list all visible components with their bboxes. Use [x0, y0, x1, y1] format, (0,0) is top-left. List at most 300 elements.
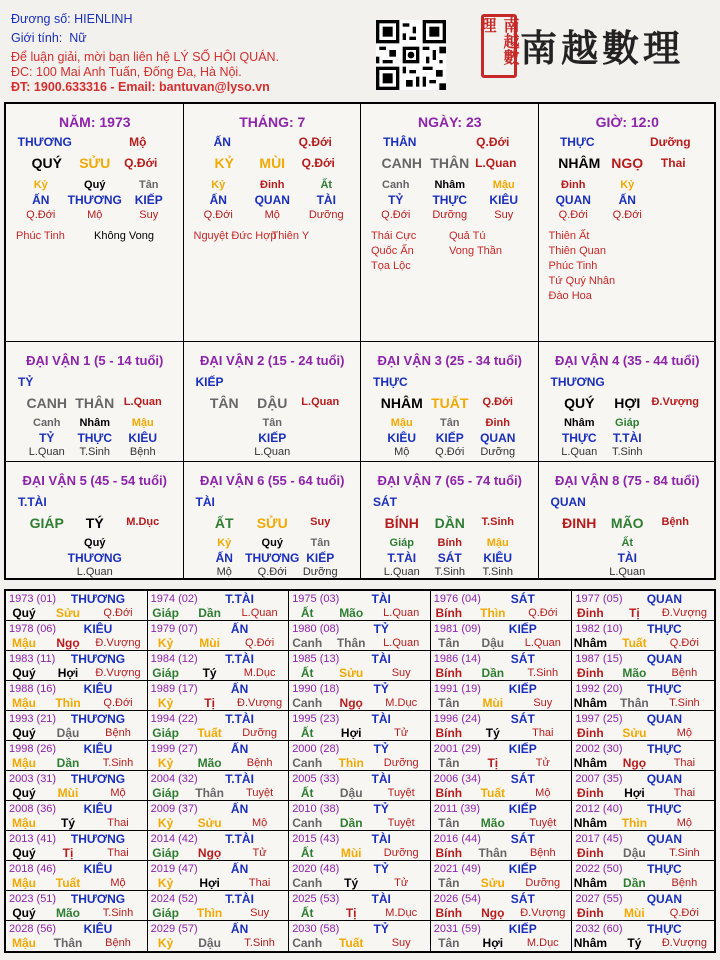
- year-branch: Thân: [195, 786, 224, 800]
- year-label: 1977 (05): [575, 593, 623, 605]
- year-branch: Sửu: [480, 876, 505, 890]
- year-phase: Q.Đới: [669, 907, 699, 919]
- year-label: 1982 (10): [575, 623, 623, 635]
- dai-van-stem: CANH: [26, 395, 67, 411]
- year-branch: Dậu: [198, 936, 221, 950]
- hidden-god: THỰC: [77, 431, 113, 445]
- year-god: KIẾP: [508, 802, 537, 816]
- year-label: 2003 (31): [9, 773, 57, 785]
- stem-phase: Dưỡng: [649, 135, 691, 149]
- year-cell: [572, 831, 714, 861]
- hidden-god: THỰC: [561, 431, 597, 445]
- year-stem: Mậu: [12, 816, 36, 830]
- star-5: Tọa Lộc: [371, 260, 411, 272]
- year-cell: [431, 861, 573, 891]
- year-branch: Sửu: [197, 816, 222, 830]
- year-cell: [572, 681, 714, 711]
- year-god: TỶ: [373, 862, 389, 876]
- year-phase: Thai: [673, 787, 696, 799]
- dai-van-branch: MÃO: [610, 515, 644, 531]
- year-label: 1988 (16): [9, 683, 57, 695]
- year-god: ẤN: [230, 802, 249, 816]
- hidden-stem: Canh: [382, 179, 410, 191]
- year-branch: Mùi: [199, 636, 220, 650]
- year-phase: Mộ: [110, 787, 126, 799]
- year-label: 2025 (53): [292, 893, 340, 905]
- year-stem: Canh: [292, 936, 323, 950]
- year-god: TÀI: [371, 832, 391, 846]
- year-phase: Thai: [107, 847, 129, 859]
- year-branch: Thìn: [55, 696, 81, 710]
- year-stem: Mậu: [12, 636, 36, 650]
- hidden-god: QUAN: [254, 193, 290, 207]
- year-cell: [148, 921, 290, 951]
- year-phase: Q.Đới: [528, 607, 558, 619]
- year-stem: Đinh: [577, 726, 604, 740]
- dai-van-phase: L.Quan: [123, 396, 162, 408]
- year-god: T.TÀI: [225, 892, 254, 906]
- branch-phase: L.Quan: [475, 156, 517, 170]
- year-branch: Mùi: [482, 696, 504, 710]
- year-cell: [148, 771, 290, 801]
- year-phase: Mộ: [535, 787, 551, 799]
- year-stem: Ất: [300, 606, 314, 620]
- year-phase: Đ.Vượng: [661, 607, 707, 619]
- year-branch: Sửu: [55, 606, 81, 620]
- year-label: 1978 (06): [9, 623, 57, 635]
- hidden-phase: Bệnh: [129, 446, 156, 458]
- hidden-god: KIÊU: [483, 551, 513, 565]
- year-stem: Canh: [292, 816, 323, 830]
- hidden-god: KIÊU: [387, 431, 417, 445]
- year-cell: [6, 591, 148, 621]
- year-label: 1993 (21): [9, 713, 57, 725]
- year-phase: Tuyệt: [529, 817, 557, 829]
- year-cell: [6, 651, 148, 681]
- year-cell: [148, 861, 290, 891]
- hidden-god: SÁT: [437, 551, 462, 565]
- year-god: T.TÀI: [225, 712, 254, 726]
- year-branch: Thìn: [621, 816, 648, 830]
- hidden-stem: Bính: [437, 537, 462, 549]
- pillar-3: [361, 104, 539, 342]
- stem-god: THƯƠNG: [17, 135, 72, 149]
- year-phase: Bệnh: [671, 877, 698, 889]
- year-label: 2006 (34): [433, 773, 481, 785]
- dai-van-god: THƯƠNG: [550, 375, 605, 389]
- hidden-phase: L.Quan: [28, 446, 65, 458]
- star-1: Thiên Ất: [548, 230, 590, 242]
- year-god: KIẾP: [508, 682, 537, 696]
- year-stem: Bính: [435, 906, 463, 920]
- year-god: T.TÀI: [225, 652, 254, 666]
- year-branch: Tý: [202, 666, 217, 680]
- year-label: 1975 (03): [292, 593, 340, 605]
- year-god: QUAN: [646, 892, 683, 906]
- year-cell: [148, 621, 290, 651]
- earthly-branch: THÂN: [430, 155, 470, 171]
- year-phase: T.Sinh: [102, 757, 134, 769]
- year-label: 2005 (33): [292, 773, 340, 785]
- year-label: 1997 (25): [575, 713, 623, 725]
- dai-van-title: ĐẠI VẬN 6 (55 - 64 tuổi): [200, 473, 345, 488]
- year-phase: Suy: [391, 937, 411, 949]
- year-label: 2020 (48): [292, 863, 340, 875]
- year-branch: Tuất: [197, 726, 222, 740]
- year-phase: Q.Đới: [669, 637, 699, 649]
- year-branch: Tị: [62, 846, 74, 860]
- hidden-god: ẤN: [618, 193, 636, 207]
- dai-van-phase: Đ.Vượng: [651, 396, 700, 408]
- year-label: 2030 (58): [292, 923, 340, 935]
- star-4: Vong Thần: [449, 245, 503, 257]
- hidden-god: TÀI: [316, 193, 336, 207]
- year-god: TÀI: [371, 772, 391, 786]
- year-stem: Kỷ: [157, 816, 174, 830]
- year-cell: [148, 801, 290, 831]
- dai-van-title: ĐẠI VẬN 4 (35 - 44 tuổi): [555, 353, 700, 368]
- year-branch: Dần: [198, 606, 221, 620]
- year-label: 1996 (24): [433, 713, 481, 725]
- year-stem: Quý: [12, 726, 36, 740]
- star-2: Không Vong: [94, 230, 154, 242]
- hidden-stem: Giáp: [615, 417, 640, 429]
- year-stem: Nhâm: [573, 636, 608, 650]
- dai-van-branch: DẦN: [434, 515, 465, 531]
- branch-phase: Q.Đới: [301, 156, 335, 170]
- year-branch: Mão: [197, 756, 222, 770]
- year-stem: Đinh: [577, 906, 604, 920]
- year-cell: [289, 621, 431, 651]
- year-cell: [431, 621, 573, 651]
- year-label: 2002 (30): [575, 743, 623, 755]
- year-branch: Hợi: [482, 936, 504, 950]
- year-cell: [148, 831, 290, 861]
- hidden-phase: L.Quan: [254, 446, 291, 458]
- year-label: 1986 (14): [433, 653, 481, 665]
- year-god: SÁT: [510, 652, 535, 666]
- year-label: 1992 (20): [575, 683, 623, 695]
- year-stem: Quý: [12, 666, 36, 680]
- year-stem: Mậu: [12, 876, 36, 890]
- hidden-god: TÀI: [617, 551, 637, 565]
- year-label: 1994 (22): [150, 713, 198, 725]
- year-cell: [6, 681, 148, 711]
- year-cell: [431, 681, 573, 711]
- hidden-phase: L.Quan: [383, 566, 420, 578]
- year-god: ẤN: [230, 682, 249, 696]
- year-cell: [572, 741, 714, 771]
- year-branch: Tị: [629, 606, 640, 620]
- year-phase: Tử: [394, 877, 409, 889]
- year-branch: Mùi: [57, 786, 79, 800]
- year-label: 2017 (45): [575, 833, 623, 845]
- year-branch: Sửu: [622, 726, 647, 740]
- earthly-branch: SỬU: [79, 155, 111, 171]
- year-stem: Đinh: [577, 606, 604, 620]
- year-phase: Bệnh: [105, 937, 131, 949]
- year-cell: [289, 651, 431, 681]
- year-branch: Ngọ: [481, 906, 505, 920]
- branch-phase: Q.Đới: [124, 156, 158, 170]
- year-cell: [289, 801, 431, 831]
- year-cell: [6, 771, 148, 801]
- year-branch: Dậu: [623, 846, 646, 860]
- year-stem: Kỷ: [157, 756, 174, 770]
- year-label: 2011 (39): [433, 803, 481, 815]
- year-label: 2004 (32): [150, 773, 198, 785]
- year-god: ẤN: [230, 922, 249, 936]
- year-branch: Dậu: [481, 636, 505, 650]
- pillar-title: GIỜ: 12:0: [595, 114, 659, 130]
- year-label: 2007 (35): [575, 773, 623, 785]
- hidden-stem: Mậu: [390, 417, 413, 429]
- star-1: Thái Cực: [371, 230, 417, 242]
- year-god: SÁT: [510, 832, 535, 846]
- year-stem: Quý: [12, 846, 36, 860]
- year-phase: Đ.Vượng: [661, 937, 707, 949]
- year-phase: Dưỡng: [525, 877, 561, 889]
- seal-stamp-icon: 南越數理: [481, 14, 517, 78]
- contact-intro: Để luận giải, mời bạn liên hệ LÝ SỐ HỘI QUÁN.: [11, 50, 280, 64]
- year-phase: L.Quan: [524, 637, 561, 649]
- year-cell: [148, 591, 290, 621]
- year-label: 1981 (09): [433, 623, 481, 635]
- year-phase: T.Sinh: [527, 667, 559, 679]
- dai-van-god: SÁT: [373, 495, 397, 509]
- hidden-god: KIẾP: [306, 551, 335, 565]
- year-label: 1987 (15): [575, 653, 623, 665]
- year-god: THỰC: [647, 802, 682, 816]
- hidden-stem: Quý: [84, 537, 106, 549]
- hidden-stem: Tân: [439, 417, 460, 429]
- dai-van-stem: ẤT: [214, 515, 234, 531]
- dai-van-branch: DẬU: [257, 395, 288, 411]
- year-branch: Thìn: [196, 906, 223, 920]
- year-branch: Tuất: [622, 636, 647, 650]
- hidden-phase: L.Quan: [609, 566, 646, 578]
- hidden-phase: Q.Đới: [558, 209, 588, 221]
- hidden-god: THƯƠNG: [67, 193, 122, 207]
- qr-code-icon: [376, 20, 446, 90]
- year-phase: Tuyệt: [246, 787, 274, 799]
- year-cell: [289, 771, 431, 801]
- year-branch: Mùi: [340, 846, 362, 860]
- hidden-god: THỰC: [432, 193, 468, 207]
- star-1: Nguyệt Đức Hợp: [193, 230, 277, 242]
- year-phase: Suy: [533, 697, 553, 709]
- dai-van-branch: SỬU: [256, 515, 288, 531]
- year-phase: Q.Đới: [103, 697, 133, 709]
- year-branch: Tý: [627, 936, 642, 950]
- year-branch: Tị: [204, 696, 215, 710]
- heavenly-stem: CANH: [381, 155, 422, 171]
- year-phase: M.Dục: [243, 667, 276, 679]
- year-phase: Mộ: [251, 817, 268, 829]
- year-phase: Dưỡng: [383, 847, 419, 859]
- year-phase: T.Sinh: [102, 907, 134, 919]
- year-god: KIẾP: [508, 742, 537, 756]
- year-branch: Hợi: [340, 726, 362, 740]
- year-stem: Bính: [435, 726, 463, 740]
- year-stem: Bính: [435, 606, 463, 620]
- year-cell: [289, 711, 431, 741]
- year-cell: [6, 891, 148, 921]
- year-cell: [6, 861, 148, 891]
- year-phase: Thai: [532, 727, 554, 739]
- hidden-phase: L.Quan: [76, 566, 113, 578]
- year-cell: [572, 861, 714, 891]
- year-label: 2019 (47): [150, 863, 198, 875]
- year-cell: [431, 591, 573, 621]
- hidden-phase: Mộ: [264, 209, 280, 221]
- year-cell: [572, 801, 714, 831]
- year-god: QUAN: [646, 832, 683, 846]
- year-god: KIÊU: [83, 682, 113, 696]
- year-phase: Thai: [248, 877, 271, 889]
- year-label: 2028 (56): [9, 923, 57, 935]
- stem-god: ẤN: [213, 135, 231, 149]
- hidden-stem: Đinh: [485, 417, 510, 429]
- year-god: SÁT: [510, 712, 535, 726]
- year-stem: Giáp: [152, 666, 179, 680]
- hidden-phase: Q.Đới: [381, 209, 411, 221]
- year-god: THƯƠNG: [70, 592, 126, 606]
- year-god: TÀI: [371, 652, 391, 666]
- year-phase: T.Sinh: [669, 697, 700, 709]
- year-branch: Thân: [53, 936, 83, 950]
- year-stem: Nhâm: [573, 756, 608, 770]
- hidden-phase: Mộ: [394, 446, 410, 458]
- year-cell: [289, 861, 431, 891]
- year-stem: Giáp: [152, 846, 179, 860]
- dai-van-god: KIẾP: [195, 375, 224, 389]
- hidden-god: ẤN: [32, 193, 50, 207]
- year-god: QUAN: [646, 712, 683, 726]
- year-phase: L.Quan: [383, 637, 420, 649]
- year-god: THỰC: [647, 922, 682, 936]
- pillar-title: THÁNG: 7: [239, 114, 306, 130]
- year-god: TỶ: [373, 802, 389, 816]
- year-label: 2031 (59): [433, 923, 481, 935]
- year-label: 2013 (41): [9, 833, 57, 845]
- hidden-stem: Ất: [320, 179, 333, 191]
- hidden-stem: Mậu: [492, 179, 515, 191]
- hidden-stem: Mậu: [486, 537, 509, 549]
- dai-van-phase: Q.Đới: [482, 396, 513, 408]
- hidden-god: T.TÀI: [612, 431, 642, 445]
- year-stem: Kỷ: [157, 636, 174, 650]
- year-branch: Ngọ: [197, 846, 222, 860]
- year-phase: Mộ: [676, 727, 693, 739]
- hidden-stem: Mậu: [131, 417, 154, 429]
- hidden-stem: Đinh: [260, 179, 285, 191]
- year-stem: Ất: [300, 906, 314, 920]
- year-label: 1974 (02): [150, 593, 198, 605]
- year-stem: Mậu: [12, 756, 36, 770]
- year-branch: Dậu: [339, 786, 363, 800]
- dai-van-branch: HỢI: [614, 395, 641, 411]
- year-cell: [289, 831, 431, 861]
- hidden-god: T.TÀI: [387, 551, 417, 565]
- hidden-god: ẤN: [209, 193, 227, 207]
- year-god: THƯƠNG: [70, 652, 126, 666]
- year-cell: [572, 771, 714, 801]
- year-label: 2016 (44): [433, 833, 481, 845]
- year-branch: Mão: [480, 816, 505, 830]
- hidden-god: QUAN: [480, 431, 516, 445]
- year-phase: Suy: [250, 907, 270, 919]
- stem-god: THÂN: [383, 135, 417, 149]
- phone-email[interactable]: ĐT: 1900.633316 - Email: bantuvan@lyso.vn: [11, 80, 270, 94]
- dai-van-branch: TUẤT: [431, 395, 469, 411]
- year-stem: Bính: [435, 666, 463, 680]
- year-stem: Giáp: [152, 786, 179, 800]
- heavenly-stem: KỶ: [214, 155, 234, 171]
- dai-van-7: [361, 462, 539, 580]
- heavenly-stem: QUÝ: [31, 155, 62, 171]
- hidden-god: KIẾP: [258, 431, 287, 445]
- year-god: THƯƠNG: [70, 712, 126, 726]
- year-god: TÀI: [371, 892, 391, 906]
- year-cell: [431, 801, 573, 831]
- year-branch: Tuất: [55, 876, 81, 890]
- year-label: 2022 (50): [575, 863, 623, 875]
- year-label: 2024 (52): [150, 893, 198, 905]
- year-god: KIÊU: [83, 742, 113, 756]
- year-phase: Mộ: [110, 877, 126, 889]
- stem-phase: Q.Đới: [476, 135, 510, 149]
- year-branch: Tý: [60, 816, 76, 830]
- year-label: 1983 (11): [9, 653, 56, 665]
- year-phase: Tử: [394, 727, 409, 739]
- year-label: 1979 (07): [150, 623, 198, 635]
- dai-van-1: [6, 342, 184, 462]
- dai-van-phase: L.Quan: [301, 396, 340, 408]
- year-god: QUAN: [646, 592, 683, 606]
- gender-label: Giới tính:: [11, 31, 63, 45]
- year-god: SÁT: [510, 892, 535, 906]
- year-branch: Dần: [56, 756, 80, 770]
- year-god: SÁT: [510, 592, 535, 606]
- year-label: 1990 (18): [292, 683, 340, 695]
- dai-van-8: [539, 462, 717, 580]
- earthly-branch: NGỌ: [611, 155, 644, 171]
- year-stem: Nhâm: [573, 876, 608, 890]
- year-label: 2009 (37): [150, 803, 198, 815]
- dai-van-title: ĐẠI VẬN 2 (15 - 24 tuổi): [200, 353, 345, 368]
- year-stem: Ất: [300, 666, 314, 680]
- year-phase: Tử: [252, 847, 267, 859]
- year-phase: Mộ: [676, 817, 693, 829]
- hidden-god: THƯƠNG: [67, 551, 122, 565]
- year-stem: Kỷ: [157, 936, 174, 950]
- stem-phase: Q.Đới: [298, 135, 332, 149]
- year-phase: Tuyệt: [387, 817, 415, 829]
- year-stem: Giáp: [152, 606, 179, 620]
- year-cell: [431, 711, 573, 741]
- year-cell: [572, 921, 714, 951]
- year-god: KIẾP: [508, 622, 537, 636]
- stem-god: THỰC: [559, 135, 595, 149]
- year-branch: Thìn: [480, 606, 506, 620]
- year-god: THƯƠNG: [70, 832, 126, 846]
- year-label: 2000 (28): [292, 743, 340, 755]
- year-stem: Nhâm: [573, 816, 608, 830]
- year-label: 1976 (04): [433, 593, 481, 605]
- year-branch: Tị: [487, 756, 499, 770]
- year-cell: [572, 621, 714, 651]
